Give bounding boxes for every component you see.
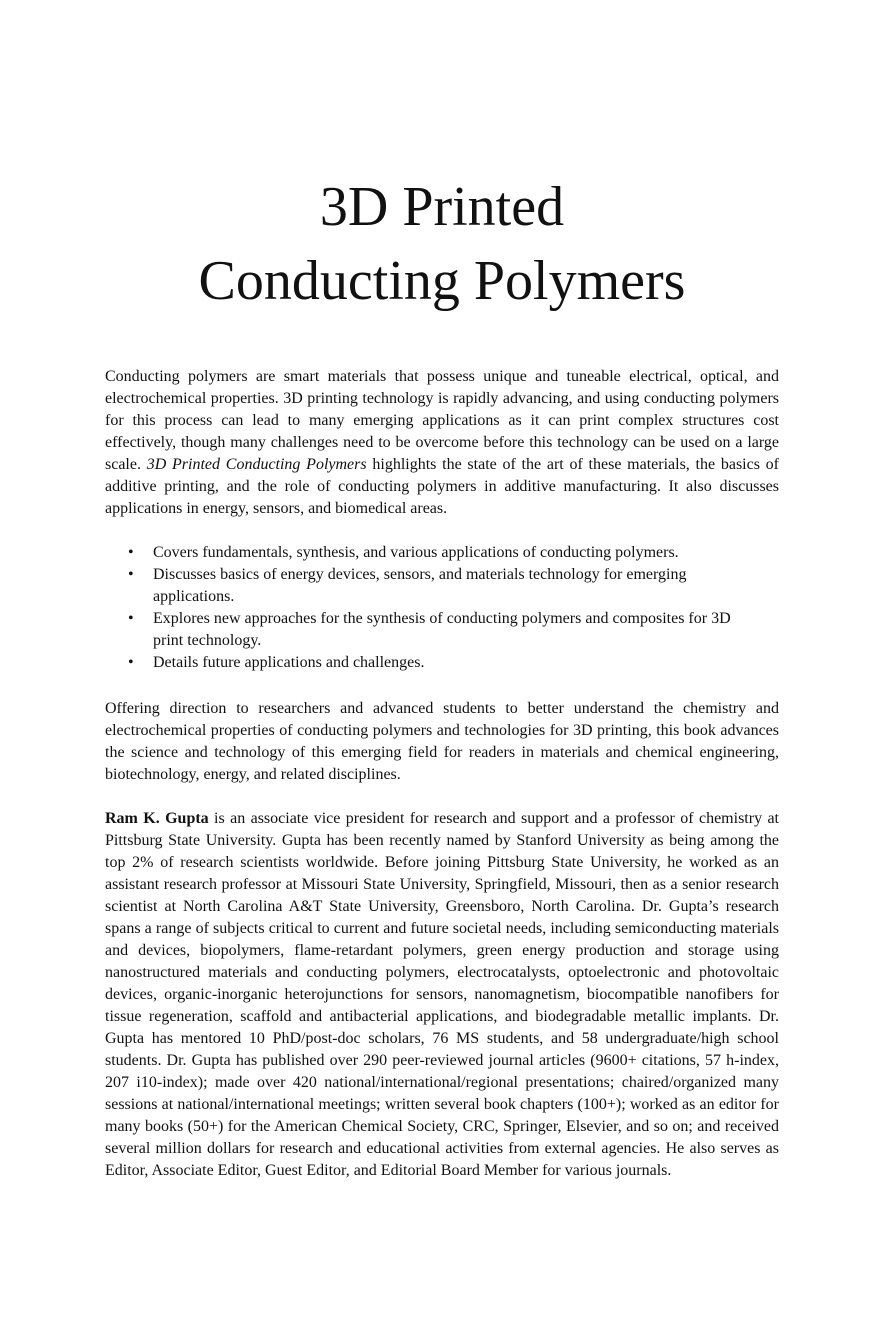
list-item: • Discusses basics of energy devices, sensors, and materials technology for emerging applications. <box>153 564 755 608</box>
list-item: • Explores new approaches for the synthesis of conducting polymers and composites for 3D print technology. <box>153 608 755 652</box>
intro-text-start: Conducting polymers are smart materials that possess unique and tuneable electrical, optical, and electrochemical properties. 3D printing technology is rapidly advancing, and using conducting polymers for this process can lead to many emerging applications as it can print complex structures cost effectively, though many challenges need to be overcome before this technology can be used on a large scale. <box>105 368 779 473</box>
list-item: • Covers fundamentals, synthesis, and various applications of conducting polymers. <box>153 542 755 564</box>
author-bio: is an associate vice president for research and support and a professor of chemistry at Pittsburg State University. Gupta has been recently named by Stanford University as being among the top 2% of research scientists worldwide. Before joining Pittsburg State University, he worked as an assistant research professor at Missouri State University, Springfield, Missouri, then as a senior research scientist at North Carolina A&T State University, Greensboro, North Carolina. Dr. Gupta’s research spans a range of subjects critical to current and future societal needs, including semiconducting materials and devices, biopolymers, flame-retardant polymers, green energy production and storage using nanostructured materials and conducting polymers, electrocatalysts, optoelectronic and photovoltaic devices, organic-inorganic heterojunctions for sensors, nanomagnetism, biocompatible nanofibers for tissue regeneration, scaffold and antibacterial applications, and biodegradable metallic implants. Dr. Gupta has mentored 10 PhD/post-doc scholars, 76 MS students, and 58 undergraduate/high school students. Dr. Gupta has published over 290 peer-reviewed journal articles (9600+ citations, 57 h-index, 207 i10-index); made over 420 national/international/regional presentations; chaired/organized many sessions at national/international meetings; written several book chapters (100+); worked as an editor for many books (50+) for the American Chemical Society, CRC, Springer, Elsevier, and so on; and received several million dollars for research and educational activities from external agencies. He also serves as Editor, Associate Editor, Guest Editor, and Editorial Board Member for various journals. <box>105 810 779 1179</box>
book-title-line-1: 3D Printed <box>319 176 565 238</box>
list-item: • Details future applications and challenges. <box>153 652 755 674</box>
intro-text-end: highlights the state of the art of these materials, the basics of additive printing, and the role of conducting polymers in additive manufacturing. It also discusses applications in energy, sensors, and biomedical areas. <box>105 456 780 517</box>
feature-list <box>105 542 779 674</box>
back-cover-text <box>105 366 779 1182</box>
author-name: Ram K. Gupta <box>105 810 209 827</box>
intro-book-title: 3D Printed Conducting Polymers <box>146 456 367 473</box>
intro-paragraph <box>105 366 779 520</box>
author-bio-paragraph <box>105 808 779 1182</box>
offering-paragraph: Offering direction to researchers and advanced students to better understand the chemistry and electrochemical properties of conducting polymers and technologies for 3D printing, this book advances the science and technology of this emerging field for readers in materials and chemical engineering, biotechnology, energy, and related disciplines. <box>105 700 779 783</box>
book-title-line-2: Conducting Polymers <box>198 250 686 312</box>
book-title <box>0 170 884 318</box>
